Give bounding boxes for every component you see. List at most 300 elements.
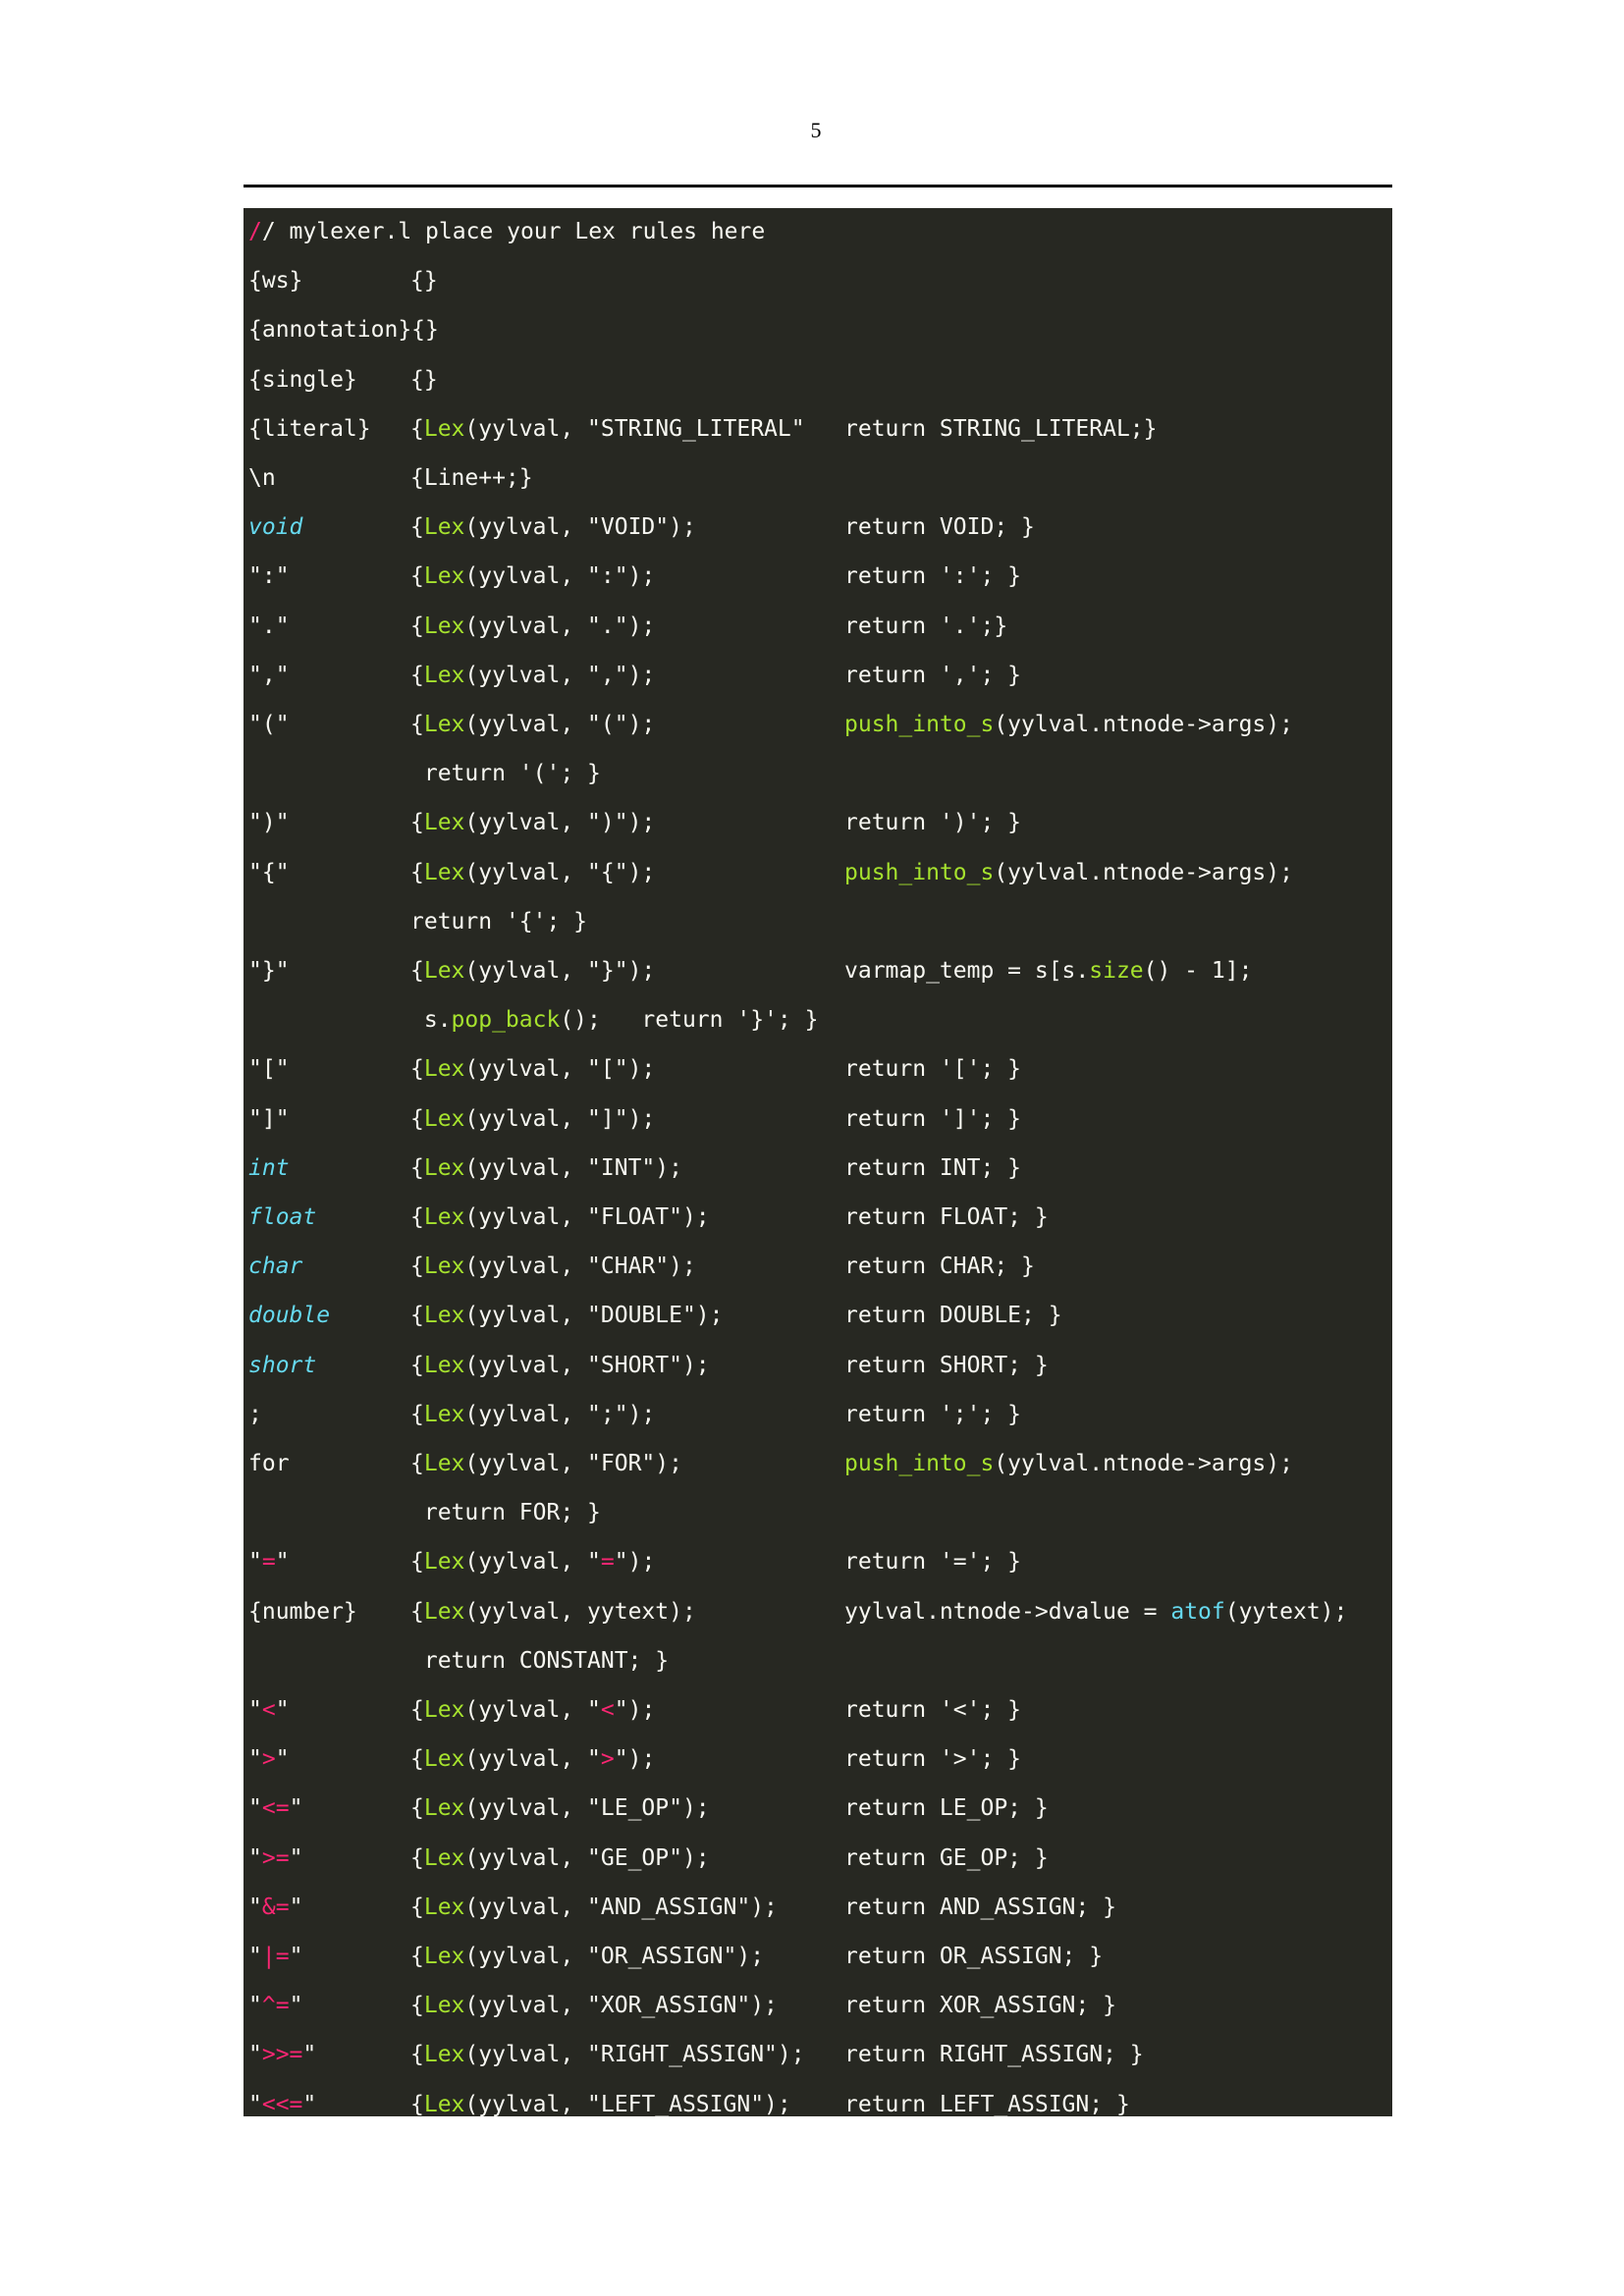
code-token: Lex <box>423 958 465 984</box>
code-line <box>244 1342 1392 1391</box>
code-col-pattern <box>248 1300 330 1331</box>
code-token: Lex <box>423 514 465 541</box>
code-token: short <box>248 1352 317 1378</box>
code-token: return '['; } <box>844 1056 1022 1083</box>
code-token: <<= <box>261 2091 303 2116</box>
code-token: { <box>410 1105 424 1132</box>
code-col-action <box>410 1990 778 2021</box>
code-token: {Line++;} <box>410 465 533 491</box>
code-col-pattern <box>248 1694 290 1726</box>
code-token: { <box>410 1844 424 1871</box>
code-token: / <box>248 219 262 244</box>
code-col-return <box>844 1743 1021 1775</box>
code-line <box>244 1489 1392 1538</box>
code-token: " <box>248 1549 262 1575</box>
code-col-action <box>410 906 587 937</box>
code-line <box>244 1735 1392 1785</box>
code-token: { <box>410 563 424 590</box>
code-token: " <box>302 2042 317 2068</box>
code-col-action <box>410 1497 601 1528</box>
code-col-pattern <box>248 1941 302 1972</box>
code-token: Lex <box>423 2042 465 2068</box>
code-token: <= <box>261 1795 290 1822</box>
code-token: { <box>410 415 424 442</box>
code-col-action <box>410 1743 655 1775</box>
code-token: " <box>248 1697 262 1723</box>
code-col-return <box>844 1990 1116 2021</box>
code-col-action <box>410 1004 818 1036</box>
code-col-action <box>410 857 655 888</box>
code-line <box>244 1835 1392 1884</box>
code-token: &= <box>261 1894 290 1920</box>
code-token: " <box>289 1795 303 1822</box>
code-token: > <box>600 1746 615 1773</box>
code-token: { <box>410 1401 424 1427</box>
code-token: (yylval, "XOR_ASSIGN"); <box>464 1993 778 2019</box>
code-token: { <box>410 1993 424 2019</box>
code-token: { <box>410 613 424 639</box>
code-col-pattern <box>248 857 290 888</box>
code-token: return '.';} <box>844 613 1008 639</box>
code-token: Lex <box>423 712 465 737</box>
code-token: push_into_s <box>844 1451 995 1476</box>
code-col-action <box>410 364 438 396</box>
code-col-action <box>410 413 805 445</box>
code-token: " <box>248 2042 262 2068</box>
code-line <box>244 750 1392 799</box>
code-line <box>244 306 1392 355</box>
code-token: Lex <box>423 2091 465 2116</box>
code-token: Lex <box>423 1303 465 1329</box>
code-token: ")" <box>248 810 290 836</box>
code-token: (yylval, "RIGHT_ASSIGN"); <box>464 2042 805 2068</box>
code-token: { <box>410 1549 424 1575</box>
code-token: (yylval, ")"); <box>464 810 656 836</box>
code-line <box>244 701 1392 750</box>
code-token: return XOR_ASSIGN; } <box>844 1993 1116 2019</box>
code-line <box>244 208 1392 257</box>
code-token: "." <box>248 613 290 639</box>
code-line <box>244 2081 1392 2116</box>
code-token: (yylval, "AND_ASSIGN"); <box>464 1894 778 1920</box>
code-token: return VOID; } <box>844 514 1035 541</box>
code-token: {literal} <box>248 415 371 442</box>
code-token: Lex <box>423 1697 465 1723</box>
code-token: return CONSTANT; } <box>410 1647 670 1674</box>
code-token: return ']'; } <box>844 1105 1022 1132</box>
code-line <box>244 1884 1392 1933</box>
code-token: pop_back <box>451 1007 561 1034</box>
code-col-action <box>410 709 655 740</box>
code-col-return <box>844 1399 1021 1430</box>
code-token: return '<'; } <box>844 1697 1022 1723</box>
code-token: >>= <box>261 2042 303 2068</box>
code-token: " <box>248 1944 262 1969</box>
code-token: Lex <box>423 563 465 590</box>
code-line <box>244 1686 1392 1735</box>
code-block <box>244 208 1392 2116</box>
code-line <box>244 1194 1392 1243</box>
code-token: yylval.ntnode->dvalue = <box>844 1598 1171 1625</box>
code-col-pattern <box>248 1201 316 1233</box>
code-token: {ws} <box>248 268 303 294</box>
code-col-action <box>410 1251 696 1282</box>
code-token: (yylval, ":"); <box>464 563 656 590</box>
code-token: (yytext); <box>1224 1598 1348 1625</box>
code-token: Lex <box>423 1352 465 1378</box>
code-col-action <box>410 462 533 494</box>
code-token: " <box>289 1993 303 2019</box>
code-line <box>244 356 1392 405</box>
code-col-return <box>844 611 1007 642</box>
code-token: " <box>248 1795 262 1822</box>
code-token: (yylval, "."); <box>464 613 656 639</box>
code-token: atof <box>1170 1598 1225 1625</box>
code-token: "}" <box>248 958 290 984</box>
code-token: s. <box>410 1007 452 1034</box>
code-col-action <box>410 1300 724 1331</box>
code-token: push_into_s <box>844 859 995 885</box>
code-col-return <box>844 1694 1021 1726</box>
code-col-return <box>844 2089 1130 2116</box>
code-col-pattern <box>248 561 290 592</box>
code-col-return <box>844 709 1293 740</box>
code-col-return <box>844 1251 1035 1282</box>
page-number: 5 <box>810 118 822 142</box>
code-token: ; <box>248 1401 262 1427</box>
code-line <box>244 1145 1392 1194</box>
code-col-pattern <box>248 1399 262 1430</box>
code-token: { <box>410 1795 424 1822</box>
code-token: {} <box>410 268 438 294</box>
code-line <box>244 1095 1392 1145</box>
code-col-pattern <box>248 314 439 346</box>
code-line <box>244 1637 1392 1686</box>
code-token: Lex <box>423 1894 465 1920</box>
code-col-return <box>844 1941 1103 1972</box>
code-token: < <box>261 1697 276 1723</box>
code-token: " <box>289 1894 303 1920</box>
code-col-pattern <box>248 1103 290 1135</box>
code-line <box>244 553 1392 602</box>
code-col-pattern <box>248 2039 316 2070</box>
code-col-pattern <box>248 1743 290 1775</box>
code-line <box>244 1292 1392 1341</box>
code-col-return <box>844 1201 1049 1233</box>
code-col-return <box>844 857 1293 888</box>
code-token: { <box>410 810 424 836</box>
code-token: {} <box>410 366 438 393</box>
code-col-pattern <box>248 216 765 247</box>
code-token: "(" <box>248 712 290 737</box>
code-token: { <box>410 1154 424 1181</box>
code-token: { <box>410 859 424 885</box>
code-token: Lex <box>423 810 465 836</box>
code-token: Lex <box>423 1795 465 1822</box>
code-token: { <box>410 1204 424 1230</box>
code-token: " <box>289 1844 303 1871</box>
code-col-return <box>844 1596 1347 1628</box>
code-token: { <box>410 1056 424 1083</box>
code-token: return ','; } <box>844 662 1022 688</box>
code-line <box>244 1785 1392 1834</box>
code-token: Lex <box>423 1844 465 1871</box>
code-token: "[" <box>248 1056 290 1083</box>
code-line <box>244 799 1392 848</box>
code-token: return INT; } <box>844 1154 1022 1181</box>
code-token: (yylval, "LE_OP"); <box>464 1795 710 1822</box>
code-col-pattern <box>248 1842 302 1874</box>
code-col-pattern <box>248 364 357 396</box>
code-line <box>244 898 1392 947</box>
code-col-return <box>844 1546 1021 1577</box>
code-line <box>244 2031 1392 2080</box>
code-col-action <box>410 1201 710 1233</box>
code-token: return SHORT; } <box>844 1352 1049 1378</box>
code-token: Lex <box>423 1254 465 1280</box>
code-token: return FOR; } <box>410 1500 601 1526</box>
code-col-action <box>410 660 655 691</box>
code-col-return <box>844 807 1021 838</box>
code-token: double <box>248 1303 331 1329</box>
code-col-pattern <box>248 2089 316 2116</box>
code-token: char <box>248 1254 303 1280</box>
code-token: (); return '}'; } <box>560 1007 819 1034</box>
code-col-action <box>410 1399 655 1430</box>
code-col-action <box>410 1792 710 1824</box>
code-token: (yylval, " <box>464 1549 601 1575</box>
code-col-pattern <box>248 1596 357 1628</box>
code-col-action <box>410 807 655 838</box>
code-col-pattern <box>248 462 276 494</box>
code-token: { <box>410 1894 424 1920</box>
code-token: (yylval, "STRING_LITERAL" <box>464 415 805 442</box>
code-col-action <box>410 1941 764 1972</box>
code-col-pattern <box>248 660 290 691</box>
code-token: { <box>410 1303 424 1329</box>
code-token: return '='; } <box>844 1549 1022 1575</box>
code-token: (yylval.ntnode->args); <box>994 859 1293 885</box>
code-line <box>244 1243 1392 1292</box>
code-col-return <box>844 2039 1144 2070</box>
code-token: (yylval, ";"); <box>464 1401 656 1427</box>
code-token: return STRING_LITERAL;} <box>844 415 1158 442</box>
code-token: return FLOAT; } <box>844 1204 1049 1230</box>
code-col-pattern <box>248 1990 302 2021</box>
code-token: return LEFT_ASSIGN; } <box>844 2091 1130 2116</box>
code-token: ^= <box>261 1993 290 2019</box>
code-token: (yylval, "}"); <box>464 958 656 984</box>
code-token: return ';'; } <box>844 1401 1022 1427</box>
code-col-pattern <box>248 709 290 740</box>
code-col-pattern <box>248 1350 316 1381</box>
code-token: () - 1]; <box>1143 958 1253 984</box>
code-token: < <box>600 1697 615 1723</box>
code-token: (yylval, "DOUBLE"); <box>464 1303 724 1329</box>
code-col-return <box>844 1053 1021 1085</box>
code-col-pattern <box>248 1448 290 1479</box>
code-col-action <box>410 1152 682 1184</box>
code-token: Lex <box>423 662 465 688</box>
code-col-pattern <box>248 807 290 838</box>
code-token: {single} <box>248 366 357 393</box>
code-token: int <box>248 1154 290 1181</box>
code-token: = <box>261 1549 276 1575</box>
code-col-action <box>410 611 655 642</box>
code-token: push_into_s <box>844 712 995 737</box>
code-token: Lex <box>423 613 465 639</box>
code-token: " <box>275 1697 290 1723</box>
code-line <box>244 504 1392 553</box>
code-token: (yylval, "VOID"); <box>464 514 696 541</box>
code-col-pattern <box>248 265 302 296</box>
code-token: { <box>410 1697 424 1723</box>
code-col-action <box>410 1892 778 1923</box>
code-col-action <box>410 511 696 543</box>
code-token: { <box>410 2042 424 2068</box>
code-token: (yylval, "FLOAT"); <box>464 1204 710 1230</box>
code-token: {number} <box>248 1598 357 1625</box>
code-col-action <box>410 1053 655 1085</box>
code-col-pattern <box>248 1152 290 1184</box>
code-token: return ':'; } <box>844 563 1022 590</box>
code-token: Lex <box>423 1746 465 1773</box>
code-token: for <box>248 1451 290 1476</box>
code-token: " <box>275 1746 290 1773</box>
code-token: (yylval, "OR_ASSIGN"); <box>464 1944 765 1969</box>
code-token: (yylval, "INT"); <box>464 1154 682 1181</box>
code-token: (yylval.ntnode->args); <box>994 712 1293 737</box>
code-token: " <box>302 2091 317 2116</box>
code-token: { <box>410 1451 424 1476</box>
code-line <box>244 1045 1392 1095</box>
code-col-action <box>410 1645 669 1677</box>
code-line <box>244 1982 1392 2031</box>
code-token: (yylval, " <box>464 1697 601 1723</box>
code-token: (yylval, "("); <box>464 712 656 737</box>
code-line <box>244 1933 1392 1982</box>
code-token: return GE_OP; } <box>844 1844 1049 1871</box>
code-token: return LE_OP; } <box>844 1795 1049 1822</box>
code-col-action <box>410 1103 655 1135</box>
code-col-action <box>410 1596 696 1628</box>
code-token: Lex <box>423 1204 465 1230</box>
code-token: { <box>410 514 424 541</box>
code-col-action <box>410 758 601 789</box>
code-token: { <box>410 1944 424 1969</box>
code-token: { <box>410 2091 424 2116</box>
code-col-action <box>410 1694 655 1726</box>
code-token: "]" <box>248 1105 290 1132</box>
code-line <box>244 849 1392 898</box>
code-col-return <box>844 1792 1049 1824</box>
code-col-pattern <box>248 1546 290 1577</box>
code-col-pattern <box>248 413 371 445</box>
code-line <box>244 652 1392 701</box>
code-col-pattern <box>248 1892 302 1923</box>
code-col-return <box>844 511 1035 543</box>
code-token: (yylval, " <box>464 1746 601 1773</box>
code-line <box>244 1588 1392 1637</box>
code-line <box>244 1391 1392 1440</box>
code-token: " <box>248 1746 262 1773</box>
code-token: return DOUBLE; } <box>844 1303 1062 1329</box>
code-token: { <box>410 1598 424 1625</box>
code-token: " <box>248 2091 262 2116</box>
code-token: Lex <box>423 1056 465 1083</box>
code-token: " <box>248 1844 262 1871</box>
code-token: void <box>248 514 303 541</box>
code-line <box>244 257 1392 306</box>
code-col-pattern <box>248 1792 302 1824</box>
code-token: { <box>410 662 424 688</box>
code-line <box>244 454 1392 504</box>
code-token: (yylval, yytext); <box>464 1598 696 1625</box>
code-token: { <box>410 1746 424 1773</box>
code-token: Lex <box>423 1993 465 2019</box>
code-token: " <box>248 1993 262 2019</box>
code-token: (yylval, "FOR"); <box>464 1451 682 1476</box>
code-token: (yylval, "LEFT_ASSIGN"); <box>464 2091 791 2116</box>
code-col-pattern <box>248 511 302 543</box>
code-token: return OR_ASSIGN; } <box>844 1944 1104 1969</box>
code-token: (yylval, "CHAR"); <box>464 1254 696 1280</box>
code-line <box>244 947 1392 996</box>
code-token: (yylval, "]"); <box>464 1105 656 1132</box>
code-line <box>244 1440 1392 1489</box>
code-token: (yylval, "{"); <box>464 859 656 885</box>
code-line <box>244 405 1392 454</box>
code-col-return <box>844 955 1252 987</box>
code-token: >= <box>261 1844 290 1871</box>
code-token: {annotation}{} <box>248 317 439 344</box>
code-line <box>244 1538 1392 1587</box>
code-token: size <box>1089 958 1144 984</box>
header-rule <box>244 185 1392 187</box>
code-token: Lex <box>423 1944 465 1969</box>
code-token: { <box>410 1254 424 1280</box>
code-col-return <box>844 1300 1062 1331</box>
code-token: Lex <box>423 1598 465 1625</box>
code-token: return ')'; } <box>844 810 1022 836</box>
code-token: > <box>261 1746 276 1773</box>
code-token: (yylval, "SHORT"); <box>464 1352 710 1378</box>
code-col-action <box>410 2089 791 2116</box>
code-col-return <box>844 1350 1049 1381</box>
code-col-action <box>410 1350 710 1381</box>
code-col-pattern <box>248 1053 290 1085</box>
code-token: "); <box>614 1697 656 1723</box>
code-col-action <box>410 265 438 296</box>
code-line <box>244 603 1392 652</box>
code-token: / mylexer.l place your Lex rules here <box>261 219 766 244</box>
code-line <box>244 996 1392 1045</box>
code-token: ":" <box>248 563 290 590</box>
code-token: { <box>410 958 424 984</box>
code-token: \n <box>248 465 276 491</box>
code-token: Lex <box>423 1401 465 1427</box>
code-token: "); <box>614 1549 656 1575</box>
code-token: |= <box>261 1944 290 1969</box>
code-col-return <box>844 413 1158 445</box>
code-col-action <box>410 955 655 987</box>
code-token: "{" <box>248 859 290 885</box>
code-col-action <box>410 1842 710 1874</box>
code-token: Lex <box>423 859 465 885</box>
code-col-action <box>410 1546 655 1577</box>
code-token: { <box>410 712 424 737</box>
code-token: return AND_ASSIGN; } <box>844 1894 1116 1920</box>
